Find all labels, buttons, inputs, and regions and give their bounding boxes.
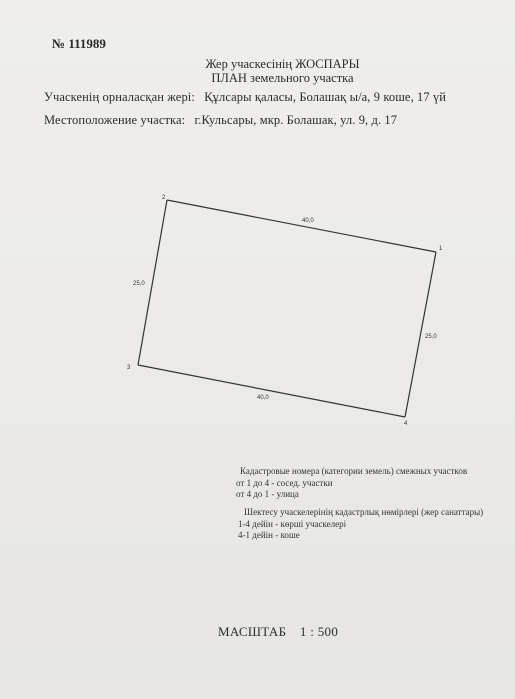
- side-length-bottom: 40,0: [257, 395, 269, 401]
- point-label-2: 2: [162, 195, 166, 201]
- point-label-1: 1: [439, 246, 443, 252]
- scale-row: [218, 624, 338, 640]
- boundary-side-2-1: [167, 200, 436, 252]
- scale-label: МАСШТАБ: [218, 624, 287, 639]
- point-label-3: 3: [127, 365, 131, 371]
- legend-russian-item: от 4 до 1 - улица: [236, 489, 299, 499]
- side-length-left: 25,0: [133, 281, 145, 287]
- location-kazakh-label: Учаскенің орналасқан жері:: [44, 90, 195, 104]
- scale-value: 1 : 500: [299, 624, 339, 639]
- legend-kazakh-heading: Шектесу учаскелерінің кадастрлық нөмірлері (жер санаттары): [244, 507, 484, 517]
- legend-russian-item: от 1 до 4 - сосед. участки: [236, 478, 333, 488]
- side-length-right: 25,0: [425, 334, 437, 340]
- side-length-top: 40,0: [302, 218, 314, 224]
- legend-russian-heading: Кадастровые номера (категории земель) смежных участков: [240, 466, 468, 476]
- legend-kazakh-item: 1-4 дейін - көрші учаскелері: [238, 519, 347, 529]
- document-number: № 111989: [52, 36, 106, 51]
- location-russian-value: г.Кульсары, мкр. Болашак, ул. 9, д. 17: [194, 113, 398, 127]
- location-kazakh-value: Құлсары қаласы, Болашақ ы/а, 9 коше, 17 үй: [204, 90, 447, 104]
- location-russian-label: Местоположение участка:: [44, 113, 186, 127]
- boundary-side-4-3: [138, 365, 405, 417]
- title-kazakh: Жер учаскесінің ЖОСПАРЫ: [205, 57, 360, 71]
- point-label-4: 4: [404, 421, 408, 427]
- legend-kazakh-item: 4-1 дейін - коше: [238, 530, 300, 540]
- title-russian: ПЛАН земельного участка: [211, 71, 354, 85]
